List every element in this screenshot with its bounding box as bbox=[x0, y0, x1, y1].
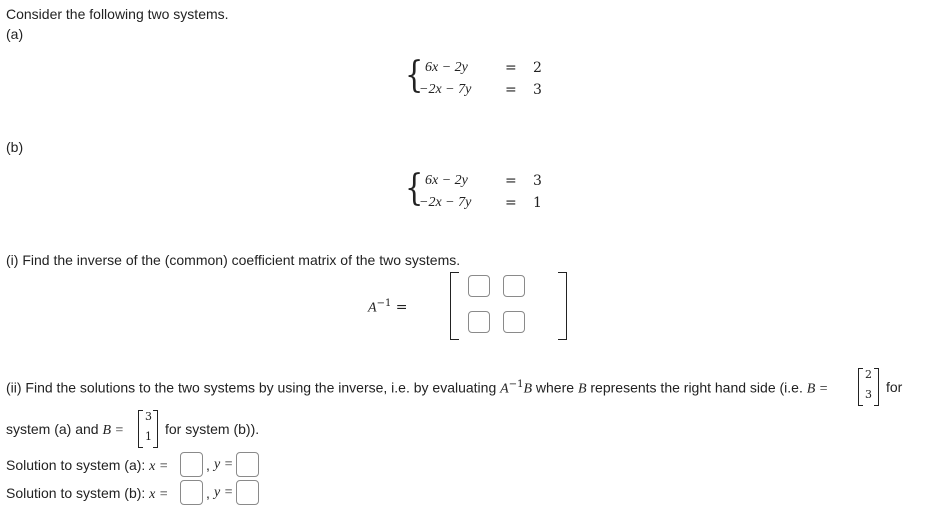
system-b-eq2-equals: = bbox=[505, 195, 517, 211]
system-a-eq2-equals: = bbox=[505, 82, 517, 98]
vector-b-entry-2: 1 bbox=[145, 430, 152, 443]
solution-a-y-label: y = bbox=[214, 457, 234, 472]
vector-a-right-bracket bbox=[874, 368, 879, 406]
system-b-eq1-lhs: 6x − 2y bbox=[425, 173, 468, 188]
left-brace: { bbox=[405, 55, 424, 96]
solution-b-x-input[interactable] bbox=[180, 480, 203, 505]
system-a-eq2-rhs: 3 bbox=[533, 82, 542, 98]
inverse-label: $A^{-1}$ = bbox=[368, 298, 408, 316]
question-ii-line1: (ii) Find the solutions to the two systems by using the inverse, i.e. by evaluating $A^{-1}B$ where B represents the right hand side (i.e. B = bbox=[6, 379, 829, 397]
solution-b-y-label: y = bbox=[214, 485, 234, 500]
matrix-right-bracket bbox=[558, 272, 567, 340]
solution-a-x-input[interactable] bbox=[180, 452, 203, 477]
vector-a-left-bracket bbox=[858, 368, 863, 406]
intro-text: Consider the following two systems. bbox=[6, 6, 229, 22]
matrix-left-bracket bbox=[450, 272, 459, 340]
solution-a-comma: , bbox=[206, 457, 210, 473]
part-a-label: (a) bbox=[6, 26, 24, 42]
system-b bbox=[405, 169, 565, 217]
inverse-entry-12-input[interactable] bbox=[503, 275, 525, 297]
system-b-eq2-rhs: 1 bbox=[533, 195, 542, 211]
vector-b-entry-1: 3 bbox=[145, 410, 152, 423]
question-i: (i) Find the inverse of the (common) coefficient matrix of the two systems. bbox=[6, 252, 461, 268]
system-b-eq2-lhs: −2x − 7y bbox=[419, 195, 472, 210]
solution-b-y-input[interactable] bbox=[236, 480, 259, 505]
left-brace: { bbox=[405, 168, 424, 209]
system-a-eq1-rhs: 2 bbox=[533, 60, 542, 76]
solution-b-row: Solution to system (b): x = bbox=[6, 485, 169, 502]
solution-a-row: Solution to system (a): x = bbox=[6, 457, 169, 474]
system-a bbox=[405, 56, 565, 104]
system-b-eq1-equals: = bbox=[505, 173, 517, 189]
vector-b-left-bracket bbox=[138, 410, 143, 448]
system-a-eq1-equals: = bbox=[505, 60, 517, 76]
question-ii-line2: system (a) and B = bbox=[6, 421, 124, 438]
vector-a-entry-1: 2 bbox=[865, 368, 872, 381]
system-a-eq2-lhs: −2x − 7y bbox=[419, 82, 472, 97]
inverse-entry-11-input[interactable] bbox=[468, 275, 490, 297]
part-b-label: (b) bbox=[6, 139, 24, 155]
vector-b-right-bracket bbox=[153, 410, 158, 448]
system-a-eq1-lhs: 6x − 2y bbox=[425, 60, 468, 75]
for-text-2: for system (b)). bbox=[165, 421, 260, 437]
solution-a-y-input[interactable] bbox=[236, 452, 259, 477]
for-text-1: for bbox=[886, 379, 903, 395]
inverse-entry-22-input[interactable] bbox=[503, 311, 525, 333]
vector-a-entry-2: 3 bbox=[865, 388, 872, 401]
solution-b-comma: , bbox=[206, 485, 210, 501]
system-b-eq1-rhs: 3 bbox=[533, 173, 542, 189]
inverse-entry-21-input[interactable] bbox=[468, 311, 490, 333]
